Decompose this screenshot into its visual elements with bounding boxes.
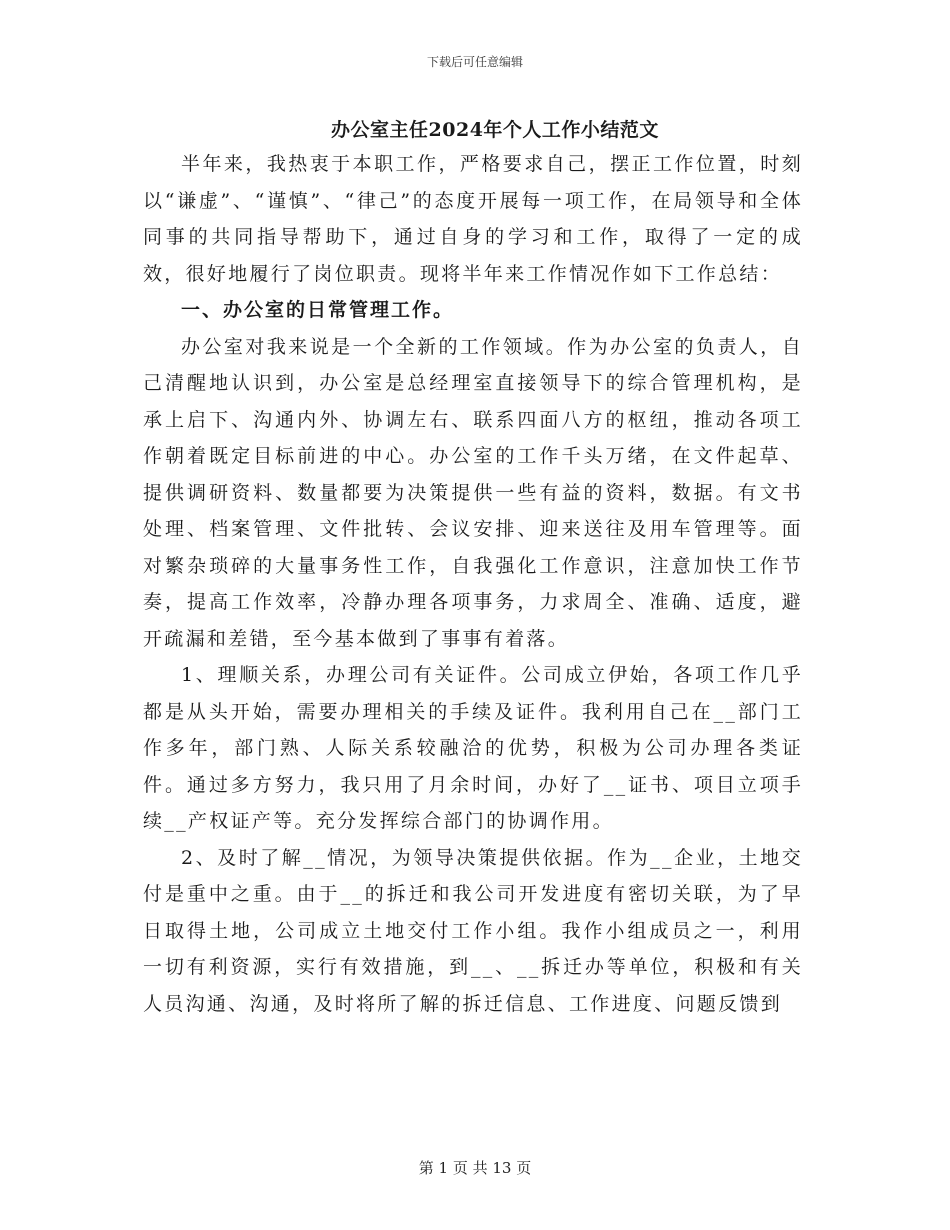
document-body <box>143 146 803 1022</box>
page-header-note: 下载后可任意编辑 <box>426 55 523 69</box>
paragraph-item-1: 1、理顺关系，办理公司有关证件。公司成立伊始，各项工作几乎都是从头开始，需要办理相关的手续及证件。我利用自己在__部门工作多年，部门熟、人际关系较融洽的优势，积极为公司办理各类证件。通过多方努力，我只用了月余时间，办好了__证书、项目立项手续__产权证产等。充分发挥综合部门的协调作用。 <box>143 664 803 832</box>
paragraph-office-management: 办公室对我来说是一个全新的工作领域。作为办公室的负责人，自己清醒地认识到，办公室是总经理室直接领导下的综合管理机构，是承上启下、沟通内外、协调左右、联系四面八方的枢纽，推动各项工作朝着既定目标前进的中心。办公室的工作千头万绪，在文件起草、提供调研资料、数量都要为决策提供一些有益的资料，数据。有文书处理、档案管理、文件批转、会议安排、迎来送往及用车管理等。面对繁杂琐碎的大量事务性工作，自我强化工作意识，注意加快工作节奏，提高工作效率，冷静办理各项事务，力求周全、准确、适度，避开疏漏和差错，至今基本做到了事事有着落。 <box>143 335 803 650</box>
page-number-footer: 第 1 页 共 13 页 <box>418 1159 532 1177</box>
paragraph-intro: 半年来，我热衷于本职工作，严格要求自己，摆正工作位置，时刻以“谦虚”、“谨慎”、“律己”的态度开展每一项工作，在局领导和全体同事的共同指导帮助下，通过自身的学习和工作，取得了一定的成效，很好地履行了岗位职责。现将半年来工作情况作如下工作总结： <box>143 153 803 285</box>
paragraph-item-2: 2、及时了解__情况，为领导决策提供依据。作为__企业，土地交付是重中之重。由于__的拆迁和我公司开发进度有密切关联，为了早日取得土地，公司成立土地交付工作小组。我作小组成员之一，利用一切有利资源，实行有效措施，到__、__拆迁办等单位，积极和有关人员沟通、沟通，及时将所了解的拆迁信息、工作进度、问题反馈到 <box>143 846 803 1015</box>
document-title: 办公室主任2024年个人工作小结范文 <box>331 119 659 141</box>
section-heading: 一、办公室的日常管理工作。 <box>181 299 455 321</box>
